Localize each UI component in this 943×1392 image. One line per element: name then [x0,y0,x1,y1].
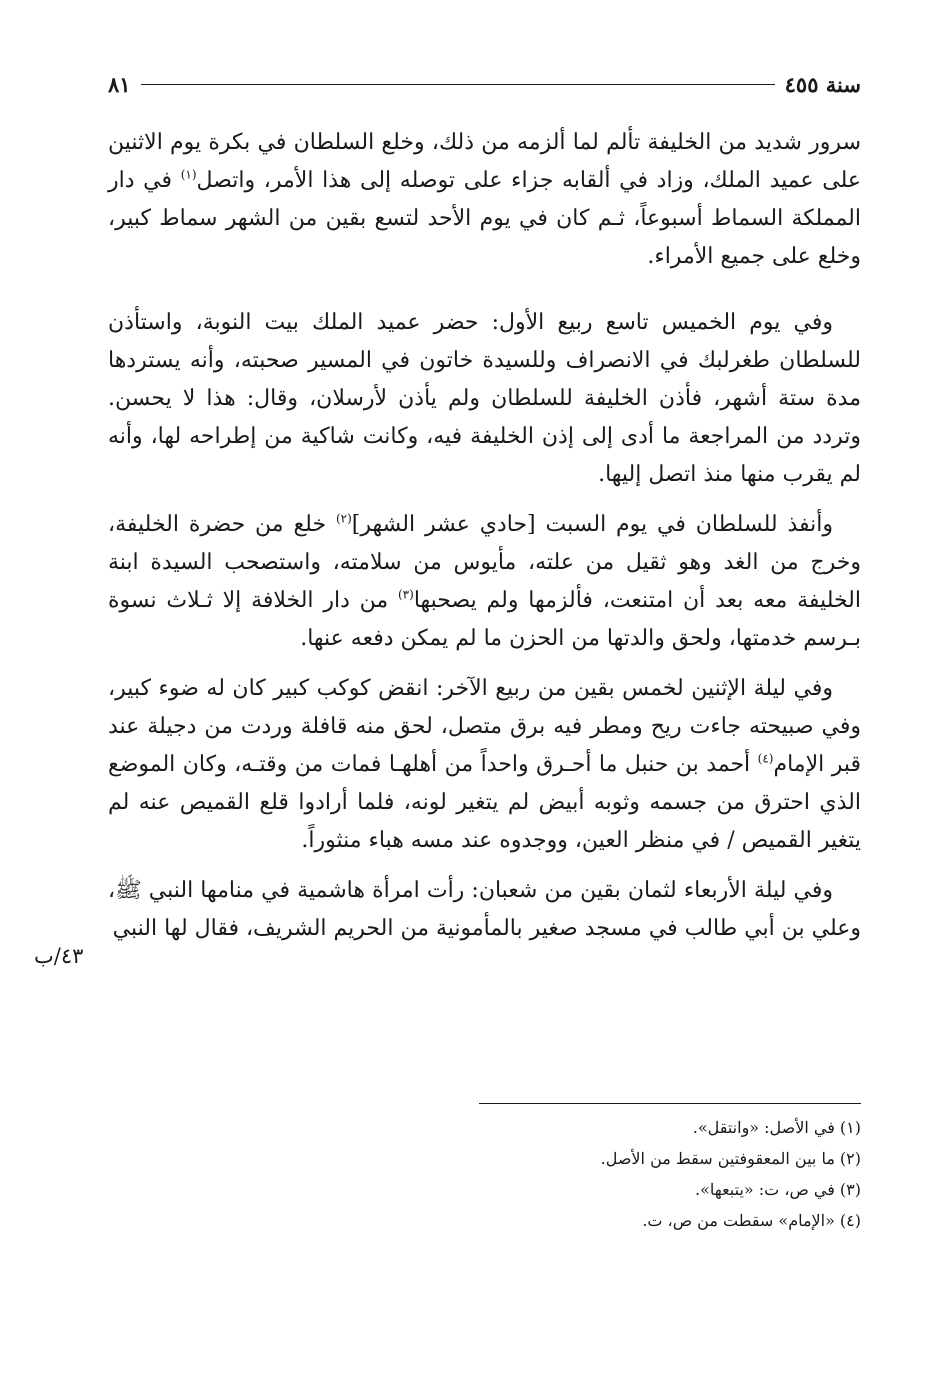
footnote-separator [479,1103,861,1104]
footnote-ref-1: (١) [180,167,197,182]
main-text [108,124,861,948]
footnote-ref-2: (٢) [335,511,352,526]
page-number: ٨١ [108,71,131,97]
footnote-1: (١)في الأصل: «وانتقل». [692,1118,861,1137]
manuscript-folio-note: ٤٣/ب [34,944,84,968]
paragraph-3: وأنفذ للسلطان في يوم السبت [حادي عشر الشهر]$^{(٢)}$ خلع من حضرة الخليفة، وخرج من الغد وهو ثقيل من علته، مأيوس من سلامته، واستصحب السيدة ابنة الخليفة معه بعد أن امتنعت، فألزمها ولم يصحبها$^{(٣)}$ من دار الخلافة إلا ثـلاث نسوة بـرسم خدمتها، ولحق والدتها من الحزن ما لم يمكن دفعه عنها. [108,511,862,651]
running-head: سنة ٤٥٥ [784,71,861,97]
paragraph-4: وفي ليلة الإثنين لخمس بقين من ربيع الآخر: انقض كوكب كبير كان له ضوء كبير، وفي صبيحته جاءت ريح ومطر فيه برق متصل، لحق منه قافلة وردت من دجيلة عند قبر الإمام$^{(٤)}$ أحمد بن حنبل ما أحـرق واحداً من أهلهـا فمات من وقتـه، وكان الموضع الذي احترق من جسمه وثوبه أبيض لم يتغير لونه، فلما أرادوا قلع القميص عنه لم يتغير القميص / في منظر العين، ووجدوه عند مسه هباء منثوراً. [108,676,861,853]
footnotes [300,1112,861,1236]
footnote-3: (٣)في ص، ت: «يتبعها». [694,1180,861,1199]
page-header [108,66,861,102]
footnote-4: (٤)«الإمام» سقطت من ص، ت. [642,1211,861,1230]
paragraph-2: وفي يوم الخميس تاسع ربيع الأول: حضر عميد الملك بيت النوبة، واستأذن للسلطان طغرلبك في الانصراف وللسيدة خاتون في المسير صحبته، وأنه يستردها مدة ستة أشهر، فأذن الخليفة للسلطان ولم يأذن لأرسلان، وقال: هذا لا يحسن. وتردد من المراجعة ما أدى إلى إذن الخليفة فيه، وكانت شاكية من إطراحه لها، وأنه لم يقرب منها منذ اتصل إليها. [108,310,861,487]
footnote-2: (٢)ما بين المعقوفتين سقط من الأصل. [600,1149,861,1168]
paragraph-1: سرور شديد من الخليفة تألم لما ألزمه من ذلك، وخلع السلطان في بكرة يوم الاثنين على عميد الملك، وزاد في ألقابه جزاء على توصله إلى هذا الأمر، واتصل$^{(١)}$ في دار المملكة السماط أسبوعاً، ثـم كان في يوم الأحد لتسع بقين من الشهر سماط كبير، وخلع على جميع الأمراء. [108,130,861,269]
footnote-ref-3: (٣) [397,587,414,602]
footnote-ref-4: (٤) [757,751,774,766]
header-rule [141,84,775,85]
paragraph-5: وفي ليلة الأربعاء لثمان بقين من شعبان: رأت امرأة هاشمية في منامها النبي ﷺ، وعلي بن أبي طالب في مسجد صغير بالمأمونية من الحريم الشريف، فقال لها النبي [108,878,861,941]
